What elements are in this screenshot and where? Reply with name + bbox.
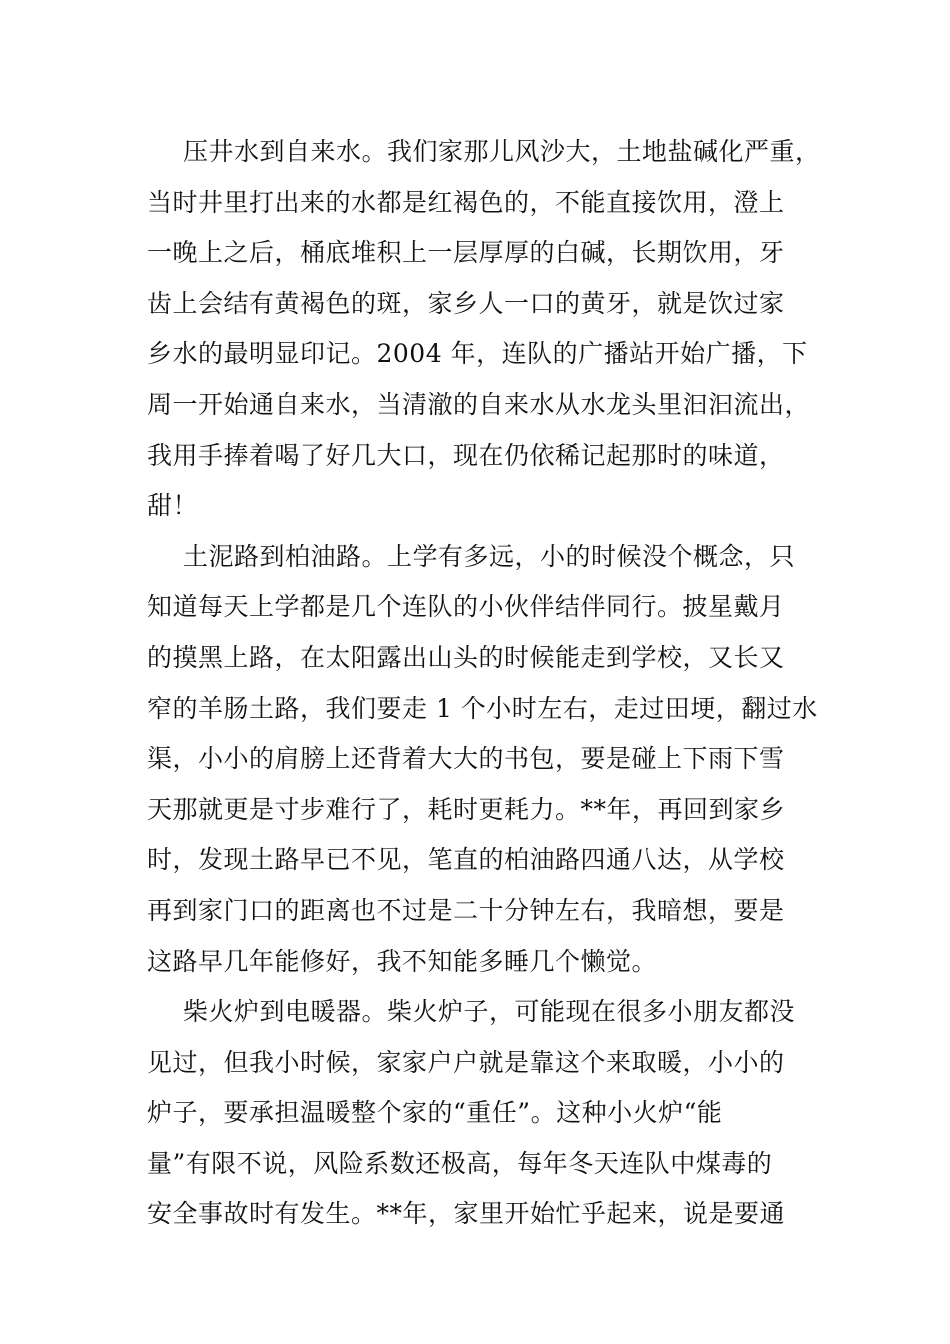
paragraph-line: 炉子，要承担温暖整个家的“重任”。这种小火炉“能	[147, 1098, 723, 1128]
paragraph-line: 柴火炉到电暖器。柴火炉子，可能现在很多小朋友都没	[183, 997, 796, 1027]
paragraph-asphalt-road	[147, 532, 818, 987]
paragraph-line: 我用手捧着喝了好几大口，现在仍依稀记起那时的味道，	[147, 440, 785, 470]
paragraph-line: 的摸黑上路，在太阳露出山头的时候能走到学校，又长又	[147, 642, 785, 672]
paragraph-line: 当时井里打出来的水都是红褐色的，不能直接饮用，澄上	[147, 187, 785, 217]
paragraph-tap-water	[147, 127, 821, 532]
paragraph-line: 安全事故时有发生。**年，家里开始忙乎起来，说是要通	[147, 1199, 786, 1229]
paragraph-line: 周一开始通自来水，当清澈的自来水从水龙头里汩汩流出，	[147, 389, 811, 419]
paragraph-line: 这路早几年能修好，我不知能多睡几个懒觉。	[147, 946, 658, 976]
paragraph-line: 压井水到自来水。我们家那儿风沙大，土地盐碱化严重，	[183, 137, 821, 166]
paragraph-line: 时，发现土路早已不见，笔直的柏油路四通八达，从学校	[147, 845, 785, 875]
paragraph-line: 甜！	[147, 491, 199, 521]
paragraph-line: 乡水的最明显印记。2004 年，连队的广播站开始广播，下	[147, 339, 808, 369]
paragraph-line: 知道每天上学都是几个连队的小伙伴结伴同行。披星戴月	[147, 592, 785, 622]
paragraph-line: 量”有限不说，风险系数还极高，每年冬天连队中煤毒的	[147, 1148, 773, 1178]
paragraph-electric-heater	[147, 987, 812, 1240]
paragraph-line: 见过，但我小时候，家家户户就是靠这个来取暖，小小的	[147, 1047, 785, 1077]
paragraph-line: 再到家门口的距离也不过是二十分钟左右，我暗想，要是	[147, 895, 785, 925]
paragraph-line: 土泥路到柏油路。上学有多远，小的时候没个概念，只	[183, 541, 796, 571]
paragraph-line: 天那就更是寸步难行了，耗时更耗力。**年，再回到家乡	[147, 794, 786, 824]
paragraph-line: 齿上会结有黄褐色的斑，家乡人一口的黄牙，就是饮过家	[147, 288, 785, 318]
paragraph-line: 渠，小小的肩膀上还背着大大的书包，要是碰上下雨下雪	[147, 744, 785, 774]
document-body	[147, 127, 821, 1240]
paragraph-line: 窄的羊肠土路，我们要走 1 个小时左右，走过田埂，翻过水	[147, 693, 818, 723]
paragraph-line: 一晚上之后，桶底堆积上一层厚厚的白碱，长期饮用，牙	[147, 238, 785, 268]
